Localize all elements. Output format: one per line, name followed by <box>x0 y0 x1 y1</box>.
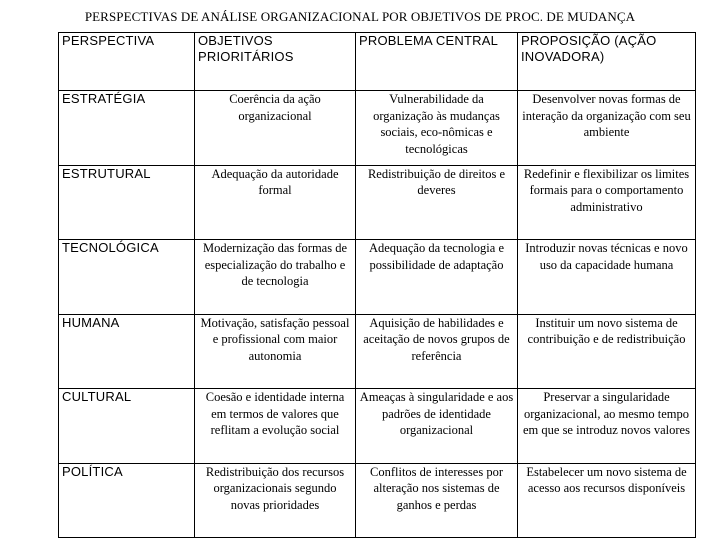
proposicao-cell: Introduzir novas técnicas e novo uso da capacidade humana <box>518 240 696 315</box>
perspectiva-cell: ESTRATÉGIA <box>59 91 195 166</box>
table-row <box>59 165 696 240</box>
table-row <box>59 240 696 315</box>
table-row <box>59 389 696 464</box>
perspectives-table <box>58 32 696 538</box>
proposicao-cell: Redefinir e flexibilizar os limites formais para o comportamento administrativo <box>518 165 696 240</box>
proposicao-cell: Estabelecer um novo sistema de acesso aos recursos disponíveis <box>518 463 696 538</box>
table-row <box>59 91 696 166</box>
header-objetivos: OBJETIVOS PRIORITÁRIOS <box>195 33 356 91</box>
table-header-row <box>59 33 696 91</box>
perspectiva-cell: POLÍTICA <box>59 463 195 538</box>
perspectiva-cell: ESTRUTURAL <box>59 165 195 240</box>
page-title: PERSPECTIVAS DE ANÁLISE ORGANIZACIONAL POR OBJETIVOS DE PROC. DE MUDANÇA <box>84 9 636 24</box>
objetivos-cell: Coerência da ação organizacional <box>195 91 356 166</box>
proposicao-cell: Desenvolver novas formas de interação da organização com seu ambiente <box>518 91 696 166</box>
problema-cell: Conflitos de interesses por alteração nos sistemas de ganhos e perdas <box>356 463 518 538</box>
header-problema: PROBLEMA CENTRAL <box>356 33 518 91</box>
problema-cell: Vulnerabilidade da organização às mudanças sociais, eco-nômicas e tecnológicas <box>356 91 518 166</box>
proposicao-cell: Preservar a singularidade organizacional, ao mesmo tempo em que se introduz novos valores <box>518 389 696 464</box>
table-row <box>59 314 696 389</box>
header-perspectiva: PERSPECTIVA <box>59 33 195 91</box>
objetivos-cell: Redistribuição dos recursos organizacionais segundo novas prioridades <box>195 463 356 538</box>
perspectiva-cell: HUMANA <box>59 314 195 389</box>
objetivos-cell: Adequação da autoridade formal <box>195 165 356 240</box>
table-row <box>59 463 696 538</box>
problema-cell: Redistribuição de direitos e deveres <box>356 165 518 240</box>
objetivos-cell: Coesão e identidade interna em termos de valores que reflitam a evolução social <box>195 389 356 464</box>
problema-cell: Ameaças à singularidade e aos padrões de identidade organizacional <box>356 389 518 464</box>
problema-cell: Aquisição de habilidades e aceitação de novos grupos de referência <box>356 314 518 389</box>
perspectiva-cell: TECNOLÓGICA <box>59 240 195 315</box>
perspectiva-cell: CULTURAL <box>59 389 195 464</box>
proposicao-cell: Instituir um novo sistema de contribuição e de redistribuição <box>518 314 696 389</box>
objetivos-cell: Motivação, satisfação pessoal e profissional com maior autonomia <box>195 314 356 389</box>
objetivos-cell: Modernização das formas de especialização do trabalho e de tecnologia <box>195 240 356 315</box>
problema-cell: Adequação da tecnologia e possibilidade de adaptação <box>356 240 518 315</box>
header-proposicao: PROPOSIÇÃO (AÇÃO INOVADORA) <box>518 33 696 91</box>
